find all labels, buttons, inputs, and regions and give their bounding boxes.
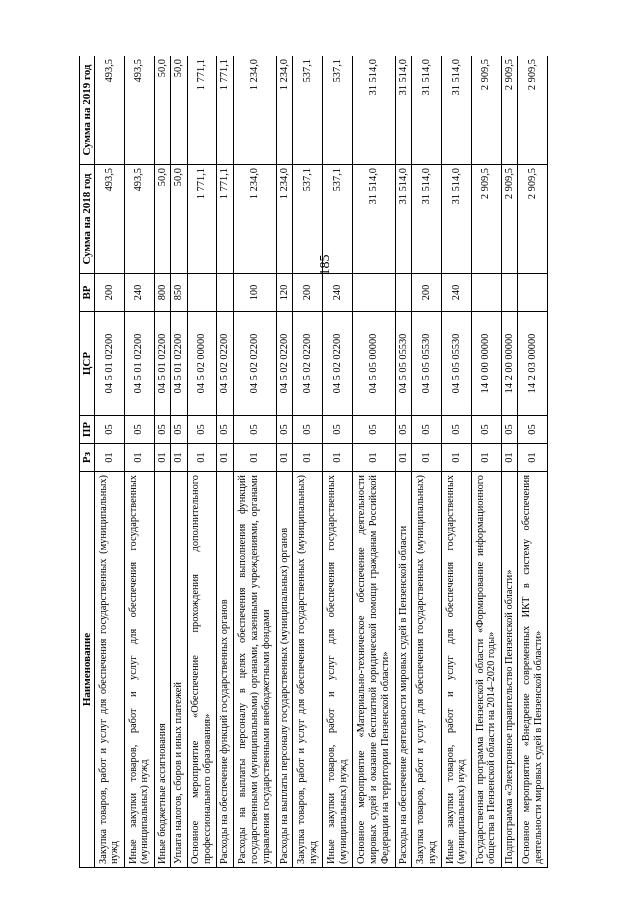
table-header-row [80, 56, 95, 868]
cell-name: Расходы на выплаты персоналу государственных (муниципальных) органов [276, 472, 293, 868]
cell-sum-2018: 31 514,0 [442, 165, 472, 274]
cell-name: Иные закупки товаров, работ и услуг для обеспечения государственных (муниципальных) нужд [442, 472, 472, 868]
table-row [276, 56, 293, 868]
cell-sum-2018: 537,1 [293, 165, 323, 274]
cell-rz: 01 [293, 444, 323, 472]
cell-csr: 14 2 03 00000 [518, 312, 548, 416]
cell-name: Закупка товаров, работ и услуг для обеспечения государственных (муниципальных) нужд [412, 472, 442, 868]
cell-vr [217, 274, 234, 312]
cell-vr [518, 274, 548, 312]
cell-sum-2019: 31 514,0 [442, 56, 472, 165]
table-row [412, 56, 442, 868]
cell-csr: 04 5 02 02200 [217, 312, 234, 416]
cell-name: Уплата налогов, сборов и иных платежей [171, 472, 188, 868]
cell-rz: 01 [471, 444, 501, 472]
cell-vr [471, 274, 501, 312]
cell-sum-2019: 2 909,5 [471, 56, 501, 165]
cell-sum-2019: 537,1 [323, 56, 353, 165]
cell-rz: 01 [95, 444, 125, 472]
table-row [293, 56, 323, 868]
cell-sum-2018: 1 771,1 [187, 165, 217, 274]
cell-pr: 05 [352, 416, 395, 444]
cell-pr: 05 [171, 416, 188, 444]
table-row [501, 56, 518, 868]
cell-sum-2019: 537,1 [293, 56, 323, 165]
cell-vr: 120 [276, 274, 293, 312]
cell-rz: 01 [276, 444, 293, 472]
cell-rz: 01 [217, 444, 234, 472]
cell-csr: 04 5 05 05530 [395, 312, 412, 416]
cell-csr: 04 5 01 02200 [154, 312, 171, 416]
cell-name: Закупка товаров, работ и услуг для обеспечения государственных (муниципальных) нужд [293, 472, 323, 868]
cell-rz: 01 [501, 444, 518, 472]
cell-vr: 240 [323, 274, 353, 312]
cell-pr: 05 [217, 416, 234, 444]
table-row [442, 56, 472, 868]
cell-sum-2018: 1 234,0 [276, 165, 293, 274]
header-csr: ЦСР [80, 312, 95, 416]
cell-vr: 240 [442, 274, 472, 312]
cell-pr: 05 [187, 416, 217, 444]
cell-sum-2019: 50,0 [171, 56, 188, 165]
cell-sum-2019: 493,5 [95, 56, 125, 165]
cell-sum-2019: 31 514,0 [352, 56, 395, 165]
cell-sum-2018: 493,5 [124, 165, 154, 274]
header-pr: ПР [80, 416, 95, 444]
table-row [323, 56, 353, 868]
cell-csr: 04 5 01 02200 [124, 312, 154, 416]
cell-csr: 04 5 02 00000 [187, 312, 217, 416]
cell-vr: 200 [293, 274, 323, 312]
cell-pr: 05 [323, 416, 353, 444]
cell-name: Расходы на обеспечение деятельности мировых судей в Пензенской области [395, 472, 412, 868]
cell-sum-2019: 31 514,0 [412, 56, 442, 165]
cell-rz: 01 [518, 444, 548, 472]
cell-csr: 14 0 00 00000 [471, 312, 501, 416]
cell-sum-2019: 2 909,5 [501, 56, 518, 165]
budget-table [79, 56, 548, 868]
cell-sum-2019: 1 771,1 [217, 56, 234, 165]
cell-sum-2019: 31 514,0 [395, 56, 412, 165]
cell-sum-2019: 2 909,5 [518, 56, 548, 165]
cell-sum-2018: 31 514,0 [395, 165, 412, 274]
cell-rz: 01 [442, 444, 472, 472]
cell-vr: 200 [95, 274, 125, 312]
cell-pr: 05 [124, 416, 154, 444]
cell-name: Иные бюджетные ассигнования [154, 472, 171, 868]
cell-rz: 01 [154, 444, 171, 472]
cell-csr: 04 5 01 02200 [171, 312, 188, 416]
cell-vr [352, 274, 395, 312]
table-row [471, 56, 501, 868]
cell-pr: 05 [276, 416, 293, 444]
cell-name: Иные закупки товаров, работ и услуг для обеспечения государственных (муниципальных) нужд [323, 472, 353, 868]
cell-name: Основное мероприятие «Материально-техническое обеспечение деятельности мировых судей и оказание бесплатной юридической помощи гражданам Российской Федерации на территории Пензенской области» [352, 472, 395, 868]
cell-pr: 05 [518, 416, 548, 444]
cell-sum-2018: 1 771,1 [217, 165, 234, 274]
cell-name: Расходы на обеспечение функций государственных органов [217, 472, 234, 868]
cell-sum-2019: 1 771,1 [187, 56, 217, 165]
cell-rz: 01 [124, 444, 154, 472]
cell-csr: 04 5 02 02200 [233, 312, 276, 416]
cell-vr: 240 [124, 274, 154, 312]
table-row [95, 56, 125, 868]
header-sum-2019: Сумма на 2019 год [80, 56, 95, 165]
cell-vr: 100 [233, 274, 276, 312]
table-row [124, 56, 154, 868]
cell-sum-2019: 1 234,0 [233, 56, 276, 165]
header-rz: Рз [80, 444, 95, 472]
table-row [187, 56, 217, 868]
cell-vr [501, 274, 518, 312]
cell-rz: 01 [412, 444, 442, 472]
cell-csr: 04 5 05 00000 [352, 312, 395, 416]
cell-csr: 04 5 02 02200 [276, 312, 293, 416]
table-row [154, 56, 171, 868]
table-row [171, 56, 188, 868]
cell-name: Основное мероприятие «Внедрение современных ИКТ в систему обеспечения деятельности мировых судей в Пензенской области» [518, 472, 548, 868]
cell-vr [395, 274, 412, 312]
rotated-table-container [79, 56, 548, 868]
cell-sum-2018: 31 514,0 [412, 165, 442, 274]
cell-csr: 04 5 02 02200 [323, 312, 353, 416]
cell-vr: 200 [412, 274, 442, 312]
cell-name: Подпрограмма «Электронное правительство Пензенской области» [501, 472, 518, 868]
cell-sum-2018: 2 909,5 [518, 165, 548, 274]
cell-sum-2018: 537,1 [323, 165, 353, 274]
cell-pr: 05 [501, 416, 518, 444]
cell-name: Расходы на выплаты персоналу в целях обеспечения выполнения функций государственными (муниципальными) органами, казенными учреждениями, органами управления государственными внебюджетными фондами [233, 472, 276, 868]
cell-sum-2018: 1 234,0 [233, 165, 276, 274]
cell-sum-2018: 50,0 [171, 165, 188, 274]
cell-sum-2018: 2 909,5 [501, 165, 518, 274]
cell-pr: 05 [95, 416, 125, 444]
cell-vr: 800 [154, 274, 171, 312]
cell-sum-2018: 50,0 [154, 165, 171, 274]
cell-pr: 05 [412, 416, 442, 444]
cell-name: Основное мероприятие «Обеспечение прохождения дополнительного профессионального образования» [187, 472, 217, 868]
table-row [233, 56, 276, 868]
cell-csr: 04 5 05 05530 [412, 312, 442, 416]
cell-pr: 05 [154, 416, 171, 444]
page-number-text: 185 [318, 254, 333, 276]
table-row [395, 56, 412, 868]
cell-sum-2018: 31 514,0 [352, 165, 395, 274]
table-row [518, 56, 548, 868]
cell-sum-2019: 50,0 [154, 56, 171, 165]
table-row [352, 56, 395, 868]
cell-vr [187, 274, 217, 312]
cell-name: Иные закупки товаров, работ и услуг для обеспечения государственных (муниципальных) нужд [124, 472, 154, 868]
cell-pr: 05 [442, 416, 472, 444]
header-sum-2018: Сумма на 2018 год [80, 165, 95, 274]
cell-vr: 850 [171, 274, 188, 312]
cell-csr: 04 5 02 02200 [293, 312, 323, 416]
table-row [217, 56, 234, 868]
cell-name: Государственная программа Пензенской области «Формирование информационного общества в Пензенской области на 2014–2020 годы» [471, 472, 501, 868]
cell-rz: 01 [171, 444, 188, 472]
cell-pr: 05 [395, 416, 412, 444]
cell-pr: 05 [293, 416, 323, 444]
cell-pr: 05 [471, 416, 501, 444]
header-name: Наименование [80, 472, 95, 868]
cell-rz: 01 [233, 444, 276, 472]
cell-rz: 01 [395, 444, 412, 472]
cell-csr: 14 2 00 00000 [501, 312, 518, 416]
cell-rz: 01 [352, 444, 395, 472]
cell-name: Закупка товаров, работ и услуг для обеспечения государственных (муниципальных) нужд [95, 472, 125, 868]
cell-pr: 05 [233, 416, 276, 444]
cell-csr: 04 5 01 02200 [95, 312, 125, 416]
cell-csr: 04 5 05 05530 [442, 312, 472, 416]
cell-sum-2019: 1 234,0 [276, 56, 293, 165]
header-vr: ВР [80, 274, 95, 312]
cell-sum-2018: 493,5 [95, 165, 125, 274]
cell-sum-2018: 2 909,5 [471, 165, 501, 274]
cell-rz: 01 [187, 444, 217, 472]
cell-rz: 01 [323, 444, 353, 472]
cell-sum-2019: 493,5 [124, 56, 154, 165]
